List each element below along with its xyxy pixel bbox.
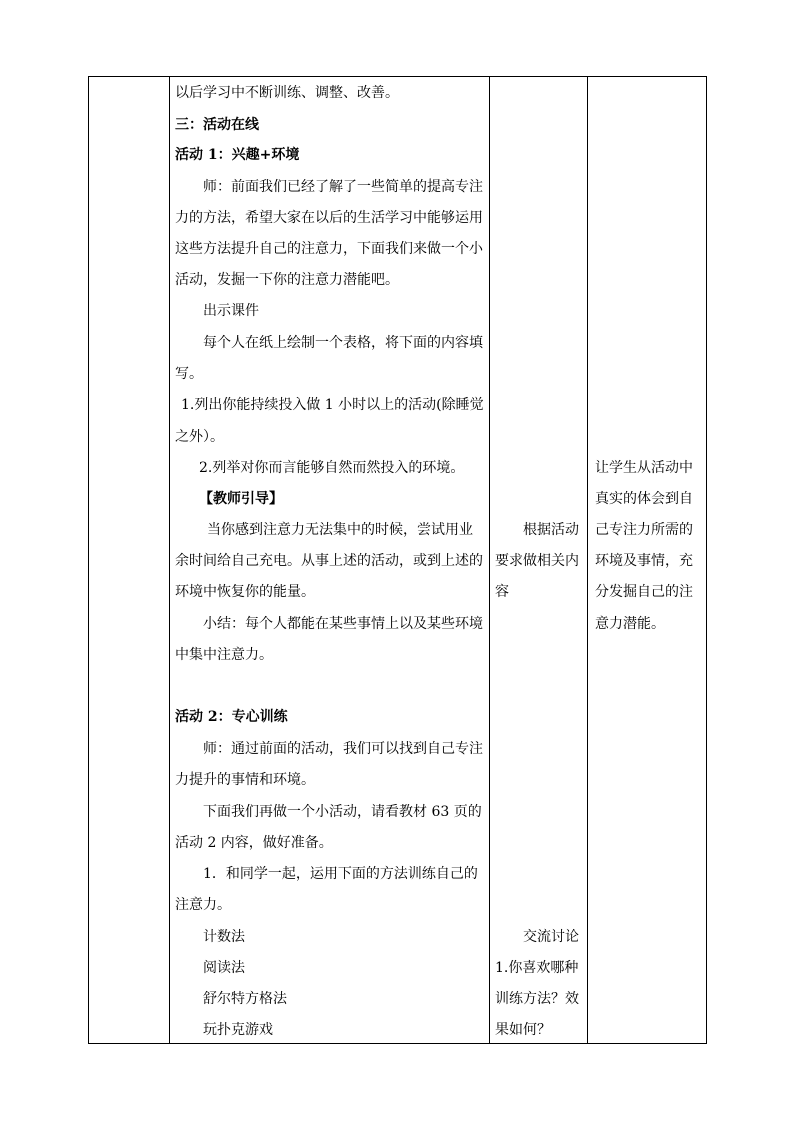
- text-line: 容: [495, 584, 509, 600]
- guidance-heading: 【教师引导】: [199, 491, 283, 507]
- text-line: 师：通过前面的活动，我们可以找到自己专注: [203, 741, 483, 757]
- method-item: 阅读法: [203, 960, 245, 976]
- text-line: 余时间给自己充电。从事上述的活动，或到上述的: [175, 553, 483, 569]
- text-line: 果如何？: [495, 1022, 551, 1038]
- text-line: 让学生从活动中: [595, 460, 693, 476]
- text-line: 力的方法，希望大家在以后的生活学习中能够运用: [175, 210, 483, 226]
- text-line: 下面我们再做一个小活动，请看教材 63 页的: [203, 804, 482, 820]
- text-line: 意力潜能。: [595, 616, 665, 632]
- text-line: 分发掘自己的注: [595, 584, 693, 600]
- text-line: 每个人在纸上绘制一个表格，将下面的内容填: [203, 335, 483, 351]
- text-line: 1．和同学一起，运用下面的方法训练自己的: [203, 866, 478, 882]
- student-activity-column: [490, 77, 587, 1043]
- text-line: 力提升的事情和环境。: [175, 772, 315, 788]
- text-line: 根据活动: [523, 522, 579, 538]
- text-line: 出示课件: [203, 303, 259, 319]
- method-item: 计数法: [203, 929, 245, 945]
- text-line: 1.列出你能持续投入做 1 小时以上的活动(除睡觉: [181, 397, 484, 413]
- text-line: 训练方法？效: [495, 991, 579, 1007]
- text-line: 这些方法提升自己的注意力，下面我们来做一个小: [175, 241, 483, 257]
- text-line: 写。: [175, 366, 203, 382]
- text-line: 2.列举对你而言能够自然而然投入的环境。: [199, 460, 465, 476]
- text-line: 小结：每个人都能在某些事情上以及某些环境: [203, 616, 483, 632]
- lesson-plan-table: [88, 76, 707, 1044]
- text-line: 环境中恢复你的能量。: [175, 584, 315, 600]
- design-intent-column: [588, 77, 706, 1043]
- text-line: 活动 2 内容，做好准备。: [175, 835, 333, 851]
- method-item: 玩扑克游戏: [203, 1022, 273, 1038]
- text-line: 1.你喜欢哪种: [495, 960, 579, 976]
- text-line: 要求做相关内: [495, 553, 579, 569]
- text-line: 师：前面我们已经了解了一些简单的提高专注: [203, 179, 483, 195]
- text-line: 中集中注意力。: [175, 647, 273, 663]
- text-line: 真实的体会到自: [595, 491, 693, 507]
- section-heading: 三：活动在线: [175, 117, 259, 133]
- text-line: 环境及事情，充: [595, 553, 693, 569]
- text-line: 交流讨论: [523, 929, 579, 945]
- text-line: 注意力。: [175, 897, 231, 913]
- activity-heading: 活动 1：兴趣+环境: [175, 147, 300, 163]
- method-item: 舒尔特方格法: [203, 991, 287, 1007]
- text-line: 之外）。: [175, 429, 224, 445]
- text-line: 己专注力所需的: [595, 522, 693, 538]
- text-line: 以后学习中不断训练、调整、改善。: [175, 85, 399, 101]
- activity-heading: 活动 2：专心训练: [175, 709, 288, 725]
- text-line: 当你感到注意力无法集中的时候，尝试用业: [207, 522, 473, 538]
- text-line: 活动，发掘一下你的注意力潜能吧。: [175, 272, 399, 288]
- teaching-process-column: [170, 77, 489, 1043]
